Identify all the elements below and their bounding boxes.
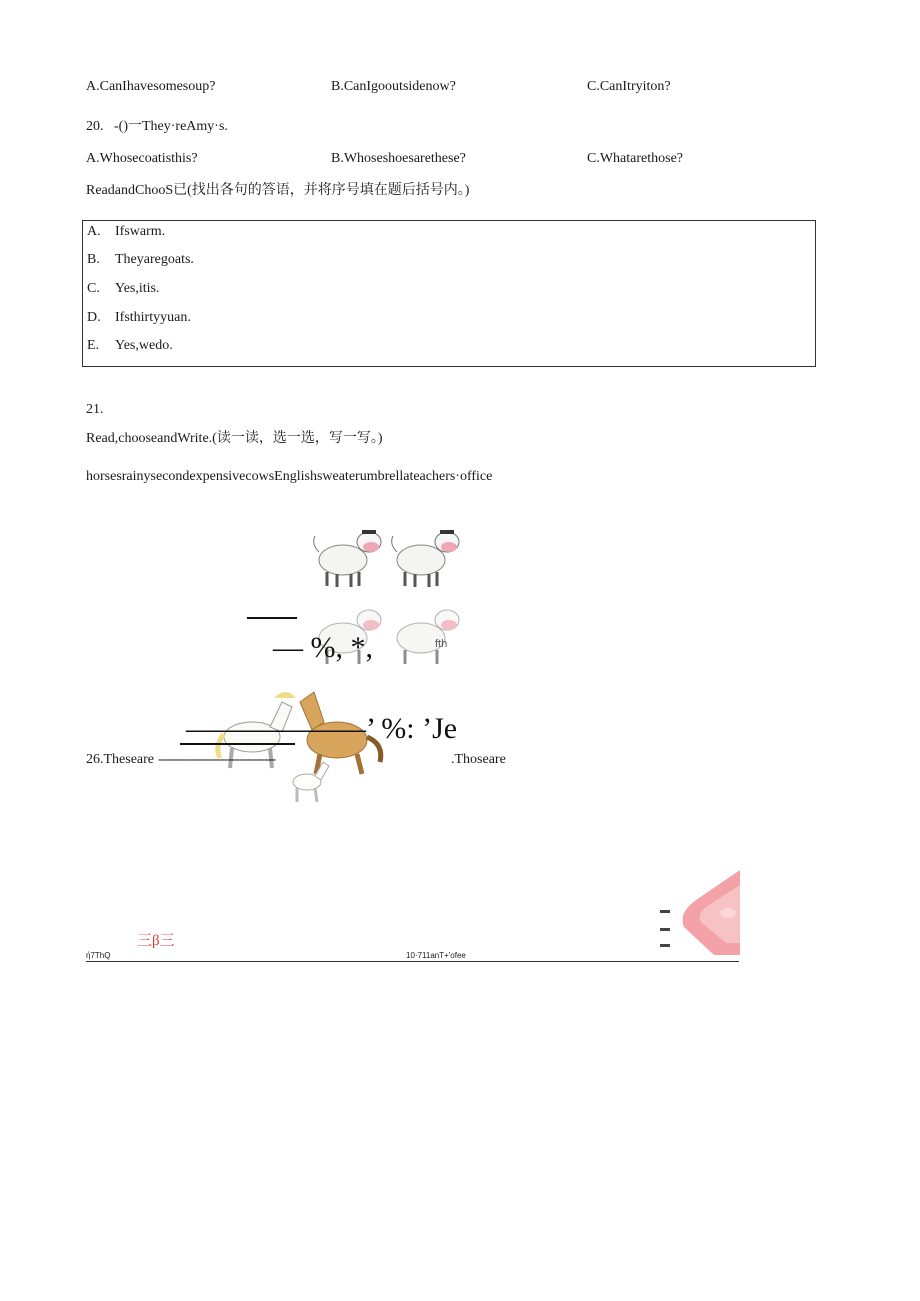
answer-key: C.: [87, 281, 100, 296]
answer-text: Theyaregoats.: [115, 252, 194, 267]
horse-icon: [293, 762, 329, 802]
answer-line: [180, 743, 295, 745]
bottom-rule: [86, 961, 739, 962]
pink-object-illustration: [656, 855, 740, 960]
answer-key: B.: [87, 252, 100, 267]
answer-key: D.: [87, 310, 101, 325]
cow-icon: [397, 610, 459, 664]
answer-option-d: [87, 310, 191, 326]
answer-line: [247, 617, 297, 619]
q26-start: 26.Theseare: [86, 752, 155, 767]
q21-instruction: Read,chooseandWrite.(读一读，选一选，写一写。): [86, 431, 383, 446]
answer-options-box: [82, 220, 816, 367]
answer-option-c: [87, 281, 160, 297]
q20-option-c: C.Whatarethose?: [587, 151, 684, 166]
pig-label: fth: [435, 638, 448, 650]
answer-text: Yes,wedo.: [115, 338, 173, 353]
red-text: 三β三: [137, 933, 175, 949]
answer-text: Ifsthirtyyuan.: [115, 310, 191, 325]
q21-number: 21.: [86, 402, 104, 417]
q26-end: .Thoseare: [451, 752, 506, 767]
answer-key: A.: [87, 224, 101, 239]
dash-mark: [660, 944, 670, 947]
q19-option-a: A.CanIhavesomesoup?: [86, 79, 216, 94]
answer-text: Ifswarm.: [115, 224, 166, 239]
answer-option-a: [87, 224, 165, 240]
q26-blank: --------------------------------: [158, 752, 276, 767]
q20-option-b: B.Whoseshoesarethese?: [331, 151, 466, 166]
answer-option-b: [87, 252, 194, 268]
q19-option-b: B.CanIgooutsidenow?: [331, 79, 456, 94]
section-read-choose-heading: ReadandChooS已(找出各句的答语，并将序号填在题后括号内。): [86, 183, 470, 198]
answer-option-e: [87, 338, 173, 354]
footer-mid-text: 10·711anT+'ofee: [406, 951, 466, 960]
dash-mark: [660, 910, 670, 913]
horses-illustration: [212, 682, 392, 817]
cow-icon: [392, 530, 459, 587]
answer-text: Yes,itis.: [115, 281, 160, 296]
q20-stem: 20. -()一They·reAmy·s.: [86, 119, 228, 134]
horse-row-text: ——————’ %: ’Je: [186, 712, 458, 745]
footer-left-text: ή7ThQ: [86, 951, 111, 960]
answer-key: E.: [87, 338, 100, 353]
cow-row-text: — %, *,: [273, 631, 373, 664]
dash-mark: [660, 928, 670, 931]
q21-word-bank: horsesrainysecondexpensivecowsEnglishsweaterumbrellateachers·office: [86, 469, 493, 484]
q20-option-a: A.Whosecoatisthis?: [86, 151, 198, 166]
q19-option-c: C.CanItryiton?: [587, 79, 671, 94]
cow-icon: [314, 530, 381, 587]
